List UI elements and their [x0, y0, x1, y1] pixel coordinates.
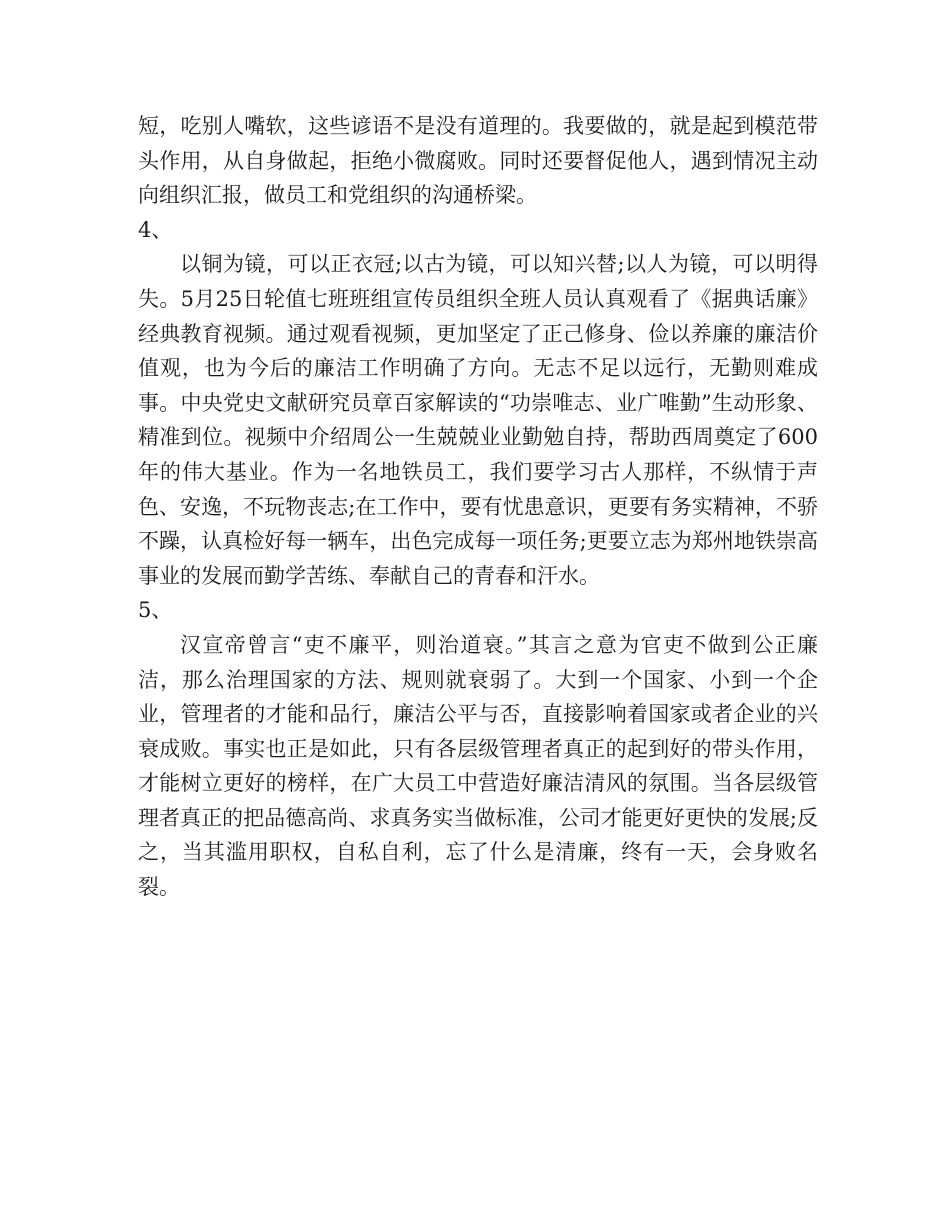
section-paragraph: 汉宣帝曾言“吏不廉平，则治道衰。”其言之意为官吏不做到公正廉洁，那么治理国家的方法、规则就衰弱了。大到一个国家、小到一个企业，管理者的才能和品行，廉洁公平与否，直接影响着国家或者企业的兴衰成败。事实也正是如此，只有各层级管理者真正的起到好的带头作用，才能树立更好的榜样，在广大员工中营造好廉洁清风的氛围。当各层级管理者真正的把品德高尚、求真务实当做标准，公司才能更好更快的发展;反之，当其滥用职权，自私自利，忘了什么是清廉，终有一天，会身败名裂。: [138, 632, 818, 900]
section-4: [138, 213, 818, 594]
document-page: [138, 109, 818, 905]
continuation-paragraph: 短，吃别人嘴软，这些谚语不是没有道理的。我要做的，就是起到模范带头作用，从自身做起，拒绝小微腐败。同时还要督促他人，遇到情况主动向组织汇报，做员工和党组织的沟通桥梁。: [138, 114, 818, 208]
section-5: [138, 593, 818, 904]
section-paragraph: 以铜为镜，可以正衣冠;以古为镜，可以知兴替;以人为镜，可以明得失。5月25日轮值七班班组宣传员组织全班人员认真观看了《据典话廉》经典教育视频。通过观看视频，更加坚定了正己修身、俭以养廉的廉洁价值观，也为今后的廉洁工作明确了方向。无志不足以远行，无勤则难成事。中央党史文献研究员章百家解读的“功崇唯志、业广唯勤”生动形象、精准到位。视频中介绍周公一生兢兢业业勤勉自持，帮助西周奠定了600年的伟大基业。作为一名地铁员工，我们要学习古人那样，不纵情于声色、安逸，不玩物丧志;在工作中，要有忧患意识，更要有务实精神，不骄不躁，认真检好每一辆车，出色完成每一项任务;更要立志为郑州地铁崇高事业的发展而勤学苦练、奉献自己的青春和汗水。: [138, 252, 818, 588]
section-number: 4、: [138, 217, 173, 242]
section-number: 5、: [138, 598, 173, 623]
